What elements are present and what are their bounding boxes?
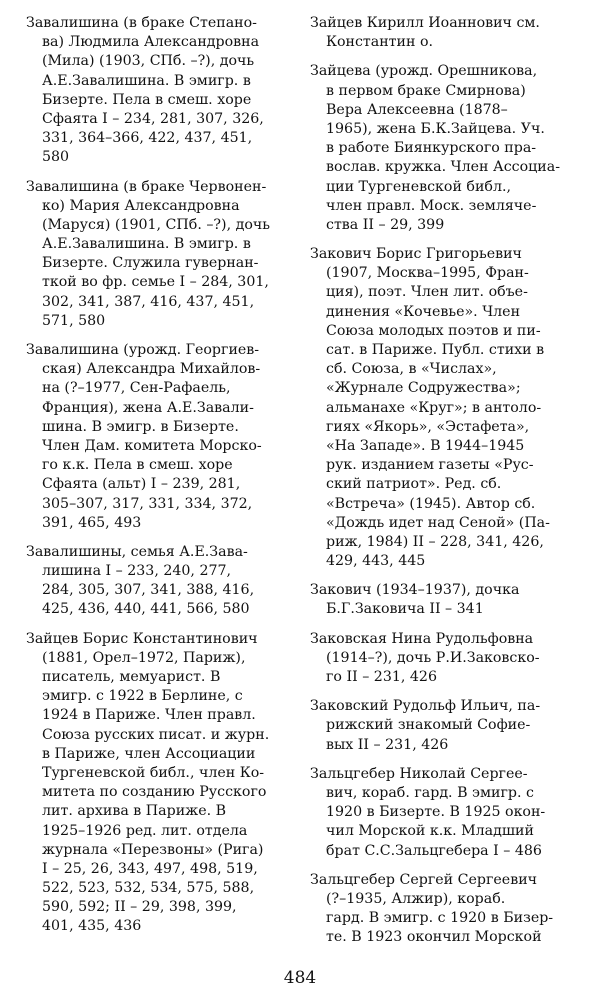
entry-text-line: 401, 435, 436 [42,918,142,935]
entry-text-line: (1881, Орел–1972, Париж), [42,649,246,666]
entry-text-line: ции Тургеневской библ., [326,178,511,195]
entry-text-line: (1914–?), дочь Р.И.Заковско- [326,649,540,666]
entry-text-line: журнала «Перезвоны» (Рига) [42,841,264,858]
entry-text-line: сат. в Париже. Публ. стихи в [326,342,545,358]
entry-text-line: 571, 580 [42,312,106,329]
entry-heading-line: Завалишина (в браке Червонен- [26,178,267,195]
entry-text-line: (Мила) (1903, СПб. –?), дочь [42,53,255,70]
index-entry [310,765,582,861]
entry-text-line: Тургеневской библ., член Ко- [42,764,265,781]
entry-text-line: ский патриот». Ред. сб. [326,476,502,493]
entry-text-line: Сфаята I – 234, 281, 307, 326, [42,110,264,127]
index-entry [26,178,296,332]
entry-text-line: «Встреча» (1945). Автор сб. [326,495,536,512]
entry-text-line: лишина I – 233, 240, 277, [42,563,232,580]
entry-text-line: рижский знакомый Софие- [326,717,531,734]
entry-text-line: ства II – 29, 399 [326,216,445,233]
index-entry [310,245,582,571]
entry-text-line: I – 25, 26, 343, 497, 498, 519, [42,860,258,877]
entry-text-line: риж, 1984) II – 228, 341, 426, [326,533,544,550]
entry-text-line: вослав. кружка. Член Ассоциа- [326,159,560,176]
page-number: 484 [283,968,317,988]
entry-text-line: гард. В эмигр. с 1920 в Бизер- [326,910,554,927]
entry-text-line: 302, 341, 387, 416, 437, 451, [42,293,255,310]
entry-heading-line: Закович Борис Григорьевич [310,246,522,263]
entry-heading-line: Завалишина (в браке Степано- [26,15,257,31]
entry-text-line: 590, 592; II – 29, 398, 399, [42,899,237,916]
index-entry [310,697,582,755]
entry-text-line: «На Западе». В 1944–1945 [326,437,525,454]
entry-text-line: го II – 231, 426 [326,669,437,685]
entry-text-line: 1965), жена Б.К.Зайцева. Уч. [326,120,545,137]
entry-text-line: сб. Союза, в «Числах», [326,361,497,378]
entry-text-line: Член Дам. комитета Морско- [42,437,262,454]
entry-text-line: динения «Кочевье». Член [326,303,521,320]
entry-text-line: (?–1935, Алжир), кораб. [326,890,506,907]
entry-text-line: 391, 465, 493 [42,514,142,531]
entry-text-line: Сфаята (альт) I – 239, 281, [42,476,241,493]
entry-text-line: в Париже, член Ассоциации [42,745,256,762]
entry-heading-line: Зальцгебер Сергей Сергеевич [310,871,538,888]
entry-text-line: альманахе «Круг»; в антоло- [326,399,542,416]
entry-text-line: 1920 в Бизерте. В 1925 окон- [326,804,546,821]
index-entry [26,341,296,533]
entry-text-line: Бизерте. Пела в смеш. хоре [42,91,252,108]
entry-text-line: ко) Мария Александровна [42,197,240,214]
entry-text-line: писатель, мемуарист. В [42,669,221,685]
entry-text-line: Союза молодых поэтов и пи- [326,322,541,339]
index-entry [310,630,582,688]
left-column [26,14,296,947]
entry-text-line: Бизерте. Служила гувернан- [42,255,259,272]
entry-heading-line: Зальцгебер Николай Сергее- [310,765,528,782]
index-entry [26,630,296,937]
entry-text-line: 580 [42,149,70,166]
entry-text-line: А.Е.Завалишина. В эмигр. в [42,72,251,89]
entry-heading-line: Заковский Рудольф Ильич, па- [310,698,541,715]
entry-text-line: в работе Биянкурского пра- [326,140,537,157]
entry-heading-line: Завалишина (урожд. Георгиев- [26,342,260,358]
entry-text-line: Константин о. [326,34,434,51]
entry-text-line: 284, 305, 307, 341, 388, 416, [42,582,255,599]
entry-heading-line: Зайцев Борис Константинович [26,630,258,647]
entry-text-line: 425, 436, 440, 441, 566, 580 [42,601,250,618]
entry-text-line: митета по созданию Русского [42,784,267,801]
index-entry [310,581,582,619]
entry-text-line: Франция), жена А.Е.Завали- [42,399,254,416]
entry-text-line: А.Е.Завалишина. В эмигр. в [42,236,251,253]
entry-heading-line: Зайцева (урожд. Орешникова, [310,63,538,80]
entry-text-line: «Дождь идет над Сеной» (Па- [326,514,550,531]
entry-text-line: те. В 1923 окончил Морской [326,929,542,946]
entry-text-line: го к.к. Пела в смеш. хоре [42,457,233,474]
entry-heading-line: Зайцев Кирилл Иоаннович см. [310,15,540,31]
entry-text-line: рук. изданием газеты «Рус- [326,457,534,474]
entry-text-line: 522, 523, 532, 534, 575, 588, [42,880,255,897]
entry-text-line: Союза русских писат. и журн. [42,726,270,743]
index-entry [310,871,582,948]
entry-heading-line: Заковская Нина Рудольфовна [310,630,534,647]
entry-text-line: шина. В эмигр. в Бизерте. [42,418,239,435]
entry-heading-line: Закович (1934–1937), дочка [310,582,520,599]
entry-text-line: чил Морской к.к. Младший [326,823,534,840]
entry-text-line: ция), поэт. Член лит. объе- [326,284,528,301]
index-entry [310,14,582,52]
entry-text-line: ткой во фр. семье I – 284, 301, [42,274,269,291]
index-entry [310,62,582,235]
entry-text-line: на (?–1977, Сен-Рафаель, [42,380,231,397]
entry-text-line: вых II – 231, 426 [326,736,449,753]
entry-text-line: брат С.С.Зальцгебера I – 486 [326,842,542,859]
entry-text-line: Вера Алексеевна (1878– [326,101,508,118]
entry-text-line: (1907, Москва–1995, Фран- [326,265,529,282]
entry-text-line: 429, 443, 445 [326,553,426,570]
entry-text-line: вич, кораб. гард. В эмигр. с [326,784,534,801]
entry-text-line: 331, 364–366, 422, 437, 451, [42,130,253,147]
entry-text-line: «Журнале Содружества»; [326,380,521,397]
entry-text-line: Б.Г.Заковича II – 341 [326,601,484,618]
right-column [310,14,582,957]
entry-text-line: эмигр. с 1922 в Берлине, с [42,688,243,705]
entry-text-line: в первом браке Смирнова) [326,82,526,99]
entry-text-line: лит. архива в Париже. В [42,803,227,820]
entry-text-line: 1925–1926 ред. лит. отдела [42,822,248,839]
entry-text-line: ская) Александра Михайлов- [42,361,261,378]
entry-text-line: (Маруся) (1901, СПб. –?), дочь [42,216,270,233]
entry-text-line: член правл. Моск. земляче- [326,197,537,214]
entry-text-line: гиях «Якорь», «Эстафета», [326,418,530,435]
entry-text-line: 1924 в Париже. Член правл. [42,707,256,724]
index-entry [26,543,296,620]
entry-heading-line: Завалишины, семья А.Е.Зава- [26,543,248,560]
entry-text-line: 305–307, 317, 331, 334, 372, [42,495,253,512]
index-entry [26,14,296,168]
entry-text-line: ва) Людмила Александровна [42,34,260,51]
